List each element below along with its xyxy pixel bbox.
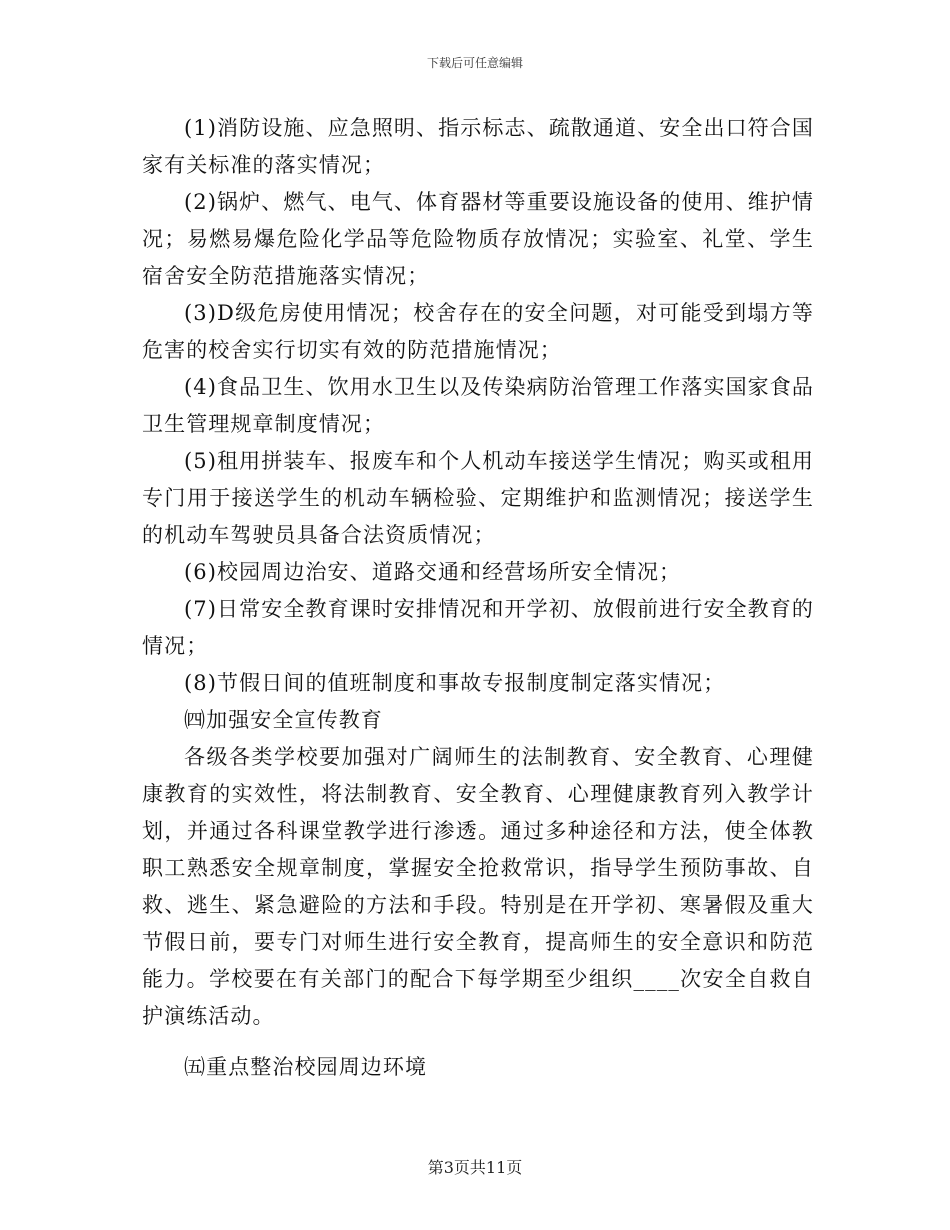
list-item-4-food-hygiene: (4)食品卫生、饮用水卫生以及传染病防治管理工作落实国家食品卫生管理规章制度情况；	[142, 375, 814, 436]
document-body	[142, 110, 814, 1086]
paragraph-spacer	[142, 1035, 814, 1049]
section-heading-4: ㈣加强安全宣传教育	[184, 708, 383, 732]
list-item-1-fire-safety: (1)消防设施、应急照明、指示标志、疏散通道、安全出口符合国家有关标准的落实情况；	[142, 116, 814, 177]
page-footer-number: 第3页共11页	[427, 1158, 523, 1177]
page-header-note: 下载后可任意编辑	[426, 56, 523, 70]
list-item-7-safety-education: (7)日常安全教育课时安排情况和开学初、放假前进行安全教育的情况；	[142, 597, 814, 658]
list-item-2-equipment: (2)锅炉、燃气、电气、体育器材等重要设施设备的使用、维护情况；易燃易爆危险化学品等危险物质存放情况；实验室、礼堂、学生宿舍安全防范措施落实情况；	[142, 190, 814, 288]
section-heading-5: ㈤重点整治校园周边环境	[184, 1055, 428, 1079]
list-item-3-dangerous-buildings: (3)D级危房使用情况；校舍存在的安全问题，对可能受到塌方等危害的校舍实行切实有效的防范措施情况；	[142, 301, 814, 362]
list-item-5-school-transport: (5)租用拼装车、报废车和个人机动车接送学生情况；购买或租用专门用于接送学生的机动车辆检验、定期维护和监测情况；接送学生的机动车驾驶员具备合法资质情况；	[142, 449, 814, 547]
body-paragraph-safety-publicity: 各级各类学校要加强对广阔师生的法制教育、安全教育、心理健康教育的实效性，将法制教育、安全教育、心理健康教育列入教学计划，并通过各科课堂教学进行渗透。通过多种途径和方法，使全体教职工熟悉安全规章制度，掌握安全抢救常识，指导学生预防事故、自救、逃生、紧急避险的方法和手段。特别是在开学初、寒暑假及重大节假日前，要专门对师生进行安全教育，提高师生的安全意识和防范能力。学校要在有关部门的配合下每学期至少组织____次安全自救自护演练活动。	[142, 745, 814, 1028]
list-item-6-campus-surroundings: (6)校园周边治安、道路交通和经营场所安全情况；	[184, 560, 682, 584]
list-item-8-holiday-duty: (8)节假日间的值班制度和事故专报制度制定落实情况；	[184, 671, 726, 695]
